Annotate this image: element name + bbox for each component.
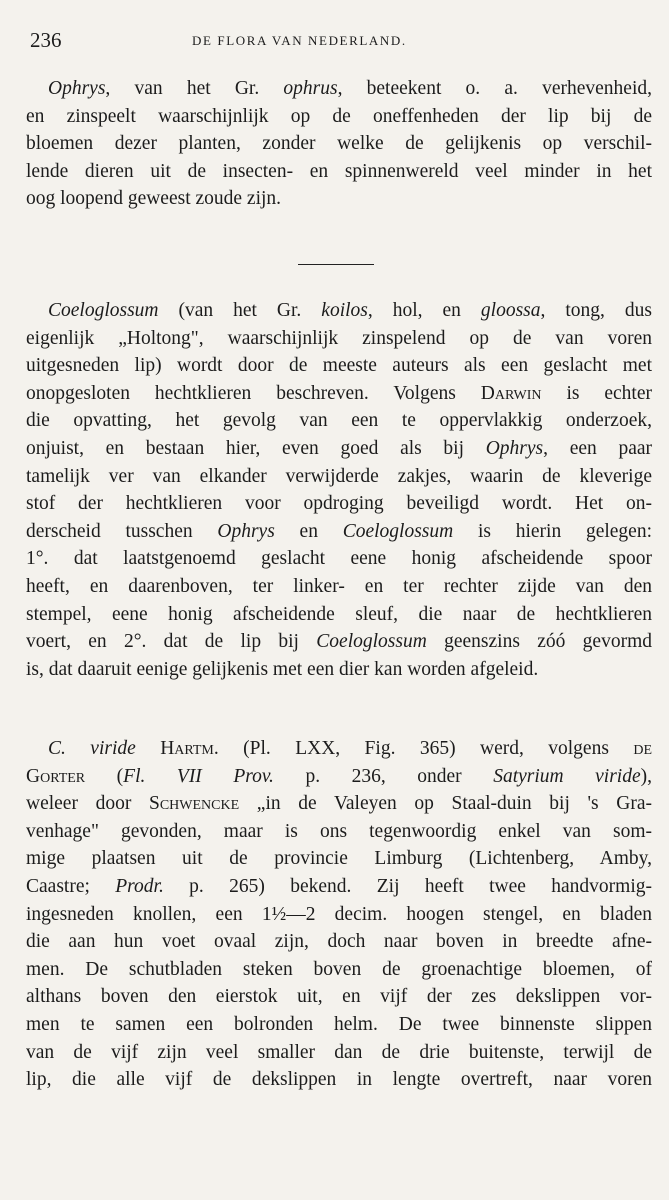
text-line: C. viride Hartm. (Pl. LXX, Fig. 365) werd, volgens de — [48, 738, 653, 759]
text-line: 1°. dat laatstgenoemd geslacht eene honig afscheidende spoor — [26, 548, 652, 570]
genus-name: Coeloglossum — [342, 520, 454, 542]
author-name: Gorter — [26, 765, 86, 787]
page-header — [30, 28, 650, 52]
genus-name: Ophrys — [485, 437, 544, 459]
text-line: Coeloglossum (van het Gr. koilos, hol, en gloossa, tong, dus — [48, 300, 652, 321]
greek-word: ophrus — [283, 78, 338, 99]
text-line: die opvatting, het gevolg van een te oppervlakkig onderzoek, — [26, 410, 652, 432]
text-line: Ophrys, van het Gr. ophrus, beteekent o. a. verhevenheid, — [48, 78, 652, 99]
text-line: lende dieren uit de insecten- en spinnenwereld veel minder in het — [26, 160, 652, 182]
paragraph-c-viride — [26, 735, 652, 1094]
text-line: althans boven den eierstok uit, en vijf der zes dekslippen vor- — [26, 986, 652, 1008]
text-line: van de vijf zijn veel smaller dan de drie buitenste, terwijl de — [26, 1041, 652, 1063]
book-title: Prodr. — [115, 875, 164, 897]
book-title: Fl. VII Prov. — [123, 765, 274, 787]
author-name: Hartm. — [160, 738, 219, 759]
genus-name: Ophrys — [48, 78, 106, 99]
text-line: lip, die alle vijf de dekslippen in lengte overtreft, naar voren — [26, 1069, 652, 1091]
author-name: Darwin — [480, 382, 542, 404]
text-line: voert, en 2°. dat de lip bij Coeloglossum geenszins zóó gevormd — [26, 631, 652, 653]
text-line: onjuist, en bestaan hier, even goed als bij Ophrys, een paar — [26, 437, 653, 459]
text-line: venhage" gevonden, maar is ons tegenwoordig enkel van som- — [26, 820, 652, 842]
text-line: derscheid tusschen Ophrys en Coeloglossum is hierin gelegen: — [26, 520, 653, 542]
greek-word: koilos — [321, 300, 368, 321]
text-line: Caastre; Prodr. p. 265) bekend. Zij heeft twee handvormig- — [26, 875, 653, 897]
text-line: stof der hechtklieren voor opdroging beveiligd wordt. Het on- — [26, 493, 652, 515]
text-line: oog loopend geweest zoude zijn. — [26, 188, 282, 210]
text-line: weleer door Schwencke „in de Valeyen op Staal-duin bij 's Gra- — [26, 793, 652, 815]
genus-name: Coeloglossum — [48, 300, 159, 321]
running-head: DE FLORA VAN NEDERLAND. — [192, 33, 407, 48]
text-line: eigenlijk „Holtong", waarschijnlijk zinspelend op de van voren — [26, 327, 652, 349]
author-name: Schwencke — [148, 793, 240, 815]
text-line: ingesneden knollen, een 1½—2 decim. hoogen stengel, en bladen — [26, 903, 652, 925]
paragraph-coeloglossum — [26, 297, 652, 683]
text-line: stempel, eene honig afscheidende sleuf, die naar de hechtklieren — [26, 603, 652, 625]
text-line: heeft, en daarenboven, ter linker- en ter rechter zijde van den — [26, 575, 652, 597]
text-line: men te samen een bolronden helm. De twee binnenste slippen — [26, 1013, 652, 1035]
section-divider — [298, 264, 374, 265]
text-line: men. De schutbladen steken boven de groenachtige bloemen, of — [26, 958, 652, 980]
paragraph-ophrys — [26, 75, 652, 213]
genus-name: Coeloglossum — [316, 631, 427, 653]
species-name: C. viride — [48, 738, 136, 759]
text-line: en zinspeelt waarschijnlijk op de oneffenheden der lip bij de — [26, 105, 652, 127]
genus-name: Ophrys — [217, 520, 275, 542]
greek-word: gloossa — [480, 300, 541, 321]
text-line: is, dat daaruit eenige gelijkenis met een dier kan worden afgeleid. — [26, 658, 539, 680]
text-line: uitgesneden lip) wordt door de meeste auteurs als een geslacht met — [26, 355, 652, 377]
text-line: bloemen dezer planten, zonder welke de gelijkenis op verschil- — [26, 133, 652, 155]
text-line: onopgesloten hechtklieren beschreven. Volgens Darwin is echter — [26, 382, 652, 404]
text-line: Gorter (Fl. VII Prov. p. 236, onder Satyrium viride), — [26, 765, 652, 787]
species-name: Satyrium viride — [493, 765, 641, 787]
text-line: die aan hun voet ovaal zijn, doch naar boven in breedte afne- — [26, 931, 652, 953]
text-line: tamelijk ver van elkander verwijderde zakjes, waarin de kleverige — [26, 465, 652, 487]
text-line: mige plaatsen uit de provincie Limburg (Lichtenberg, Amby, — [26, 848, 652, 870]
page-number: 236 — [30, 28, 62, 52]
author-name: de — [633, 738, 653, 759]
